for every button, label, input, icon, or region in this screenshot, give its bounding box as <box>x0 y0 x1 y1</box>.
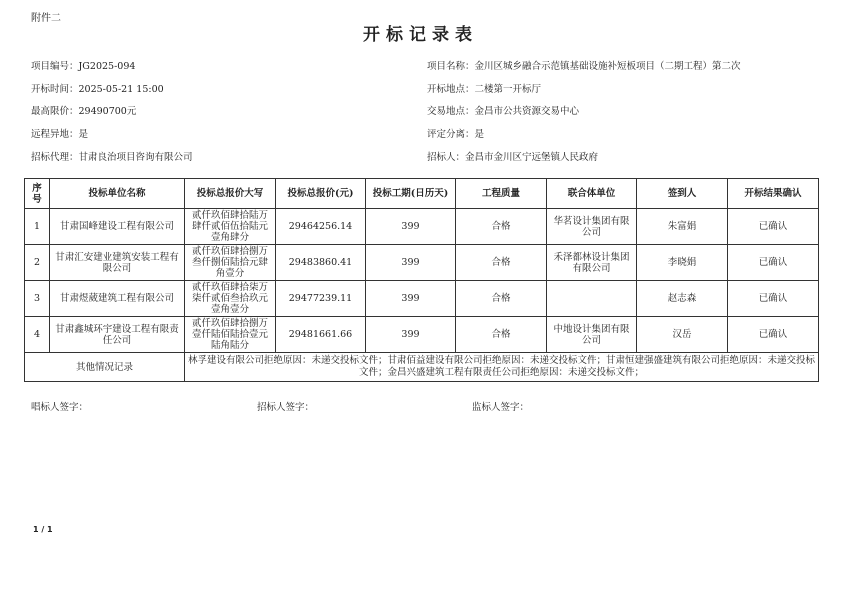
cell-bidder: 甘肃汇安建业建筑安装工程有限公司 <box>50 245 185 281</box>
cell-confirm: 已确认 <box>728 209 819 245</box>
max-price: 最高限价：29490700元 <box>31 106 137 117</box>
table-row <box>25 281 819 317</box>
cell-consortium: 禾泽都林设计集团有限公司 <box>547 245 637 281</box>
open-place: 开标地点：二楼第一开标厅 <box>427 84 542 95</box>
project-name: 项目名称：金川区城乡融合示范镇基础设施补短板项目（二期工程）第二次 <box>427 61 741 72</box>
cell-signer: 李晓娟 <box>637 245 728 281</box>
supervisor-signature-label: 监标人签字： <box>472 402 530 413</box>
page-number: 1 / 1 <box>33 525 53 534</box>
cell-price-words: 贰仟玖佰肆拾柒万柒仟贰佰叁拾玖元壹角壹分 <box>185 281 276 317</box>
table-row <box>25 209 819 245</box>
cell-price-words: 贰仟玖佰肆拾捌万叁仟捌佰陆拾元肆角壹分 <box>185 245 276 281</box>
col-header-quality: 工程质量 <box>456 179 547 209</box>
cell-period: 399 <box>366 317 456 353</box>
cell-signer: 朱富娟 <box>637 209 728 245</box>
table-row <box>25 317 819 353</box>
cell-period: 399 <box>366 281 456 317</box>
other-notes-label: 其他情况记录 <box>25 353 185 382</box>
cell-price-words: 贰仟玖佰肆拾捌万壹仟陆佰陆拾壹元陆角陆分 <box>185 317 276 353</box>
cell-no: 1 <box>25 209 50 245</box>
cell-period: 399 <box>366 209 456 245</box>
trade-place: 交易地点：金昌市公共资源交易中心 <box>427 106 580 117</box>
cell-no: 2 <box>25 245 50 281</box>
cell-confirm: 已确认 <box>728 317 819 353</box>
col-header-price-words: 投标总报价大写 <box>185 179 276 209</box>
remote-location: 远程异地：是 <box>31 129 89 140</box>
cell-price: 29481661.66 <box>276 317 366 353</box>
cell-bidder: 甘肃鑫城环宇建设工程有限责任公司 <box>50 317 185 353</box>
cell-signer: 汉岳 <box>637 317 728 353</box>
singer-signature-label: 唱标人签字： <box>31 402 89 413</box>
cell-price: 29477239.11 <box>276 281 366 317</box>
cell-consortium: 中地设计集团有限公司 <box>547 317 637 353</box>
col-header-consortium: 联合体单位 <box>547 179 637 209</box>
tenderer: 招标人：金昌市金川区宁远堡镇人民政府 <box>427 152 599 163</box>
other-notes-row <box>25 353 819 382</box>
cell-confirm: 已确认 <box>728 281 819 317</box>
cell-signer: 赵志森 <box>637 281 728 317</box>
cell-consortium: 华茗设计集团有限公司 <box>547 209 637 245</box>
bid-opening-table <box>24 178 819 382</box>
col-header-price: 投标总报价(元) <box>276 179 366 209</box>
other-notes-text: 林孚建设有限公司拒绝原因：未递交投标文件；甘肃佰益建设有限公司拒绝原因：未递交投标文件；甘肃恒建强盛建筑有限公司拒绝原因：未递交投标文件；金昌兴盛建筑工程有限责任公司拒绝原因：未递交投标文件； <box>185 353 819 382</box>
attachment-label: 附件二 <box>31 13 61 24</box>
cell-quality: 合格 <box>456 317 547 353</box>
project-number: 项目编号：JG2025-094 <box>31 61 136 72</box>
col-header-bidder: 投标单位名称 <box>50 179 185 209</box>
col-header-confirm: 开标结果确认 <box>728 179 819 209</box>
tender-agent: 招标代理：甘肃良治项目咨询有限公司 <box>31 152 193 163</box>
cell-confirm: 已确认 <box>728 245 819 281</box>
cell-quality: 合格 <box>456 209 547 245</box>
col-header-period: 投标工期(日历天) <box>366 179 456 209</box>
cell-price: 29483860.41 <box>276 245 366 281</box>
cell-quality: 合格 <box>456 281 547 317</box>
open-time: 开标时间：2025-05-21 15:00 <box>31 84 164 95</box>
cell-price-words: 贰仟玖佰肆拾陆万肆仟贰佰伍拾陆元壹角肆分 <box>185 209 276 245</box>
cell-price: 29464256.14 <box>276 209 366 245</box>
cell-no: 3 <box>25 281 50 317</box>
cell-bidder: 甘肃煜葳建筑工程有限公司 <box>50 281 185 317</box>
cell-consortium <box>547 281 637 317</box>
cell-period: 399 <box>366 245 456 281</box>
cell-bidder: 甘肃国峰建设工程有限公司 <box>50 209 185 245</box>
evaluation-separation: 评定分离：是 <box>427 129 485 140</box>
cell-quality: 合格 <box>456 245 547 281</box>
col-header-no: 序号 <box>25 179 50 209</box>
cell-no: 4 <box>25 317 50 353</box>
tenderer-signature-label: 招标人签字： <box>257 402 315 413</box>
col-header-signer: 签到人 <box>637 179 728 209</box>
table-row <box>25 245 819 281</box>
page-title: 开标记录表 <box>363 25 478 45</box>
table-header-row <box>25 179 819 209</box>
